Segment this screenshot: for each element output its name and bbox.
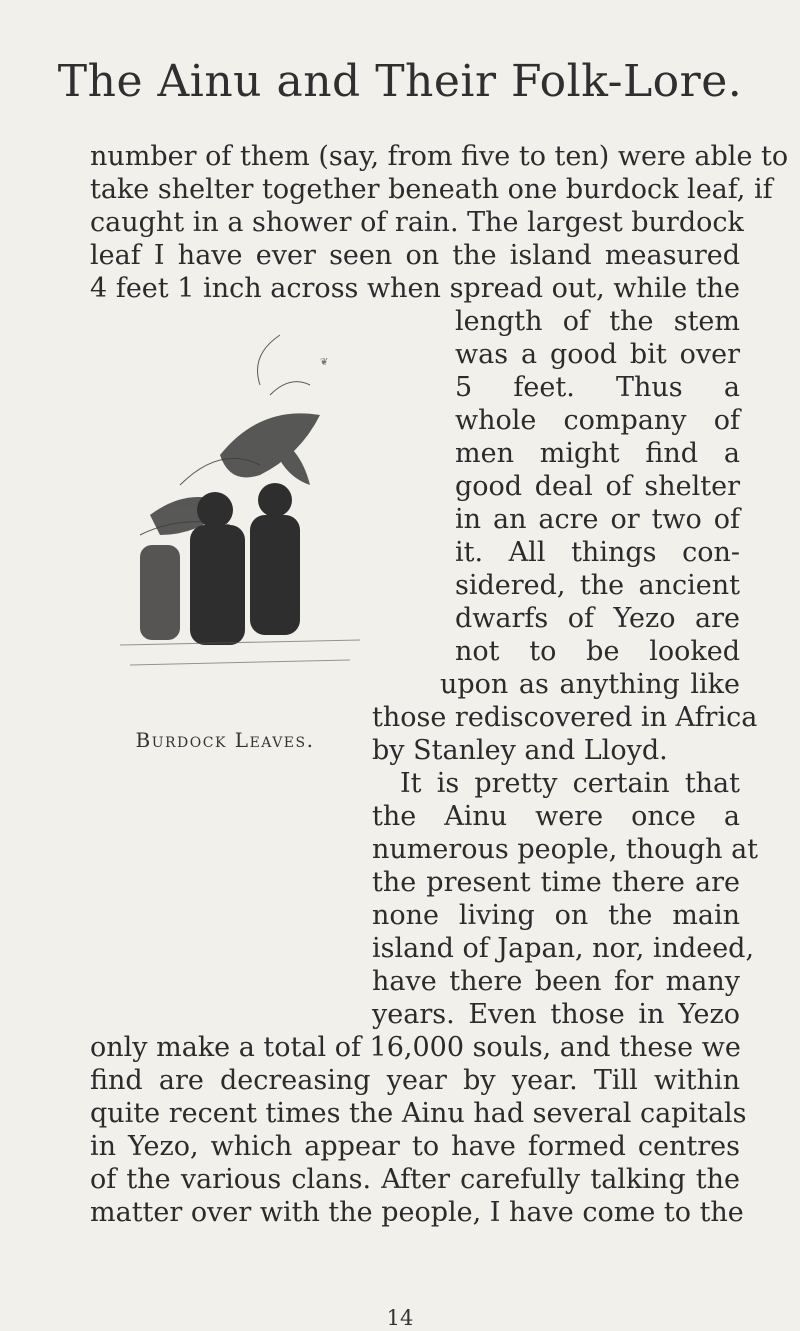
text-line: take shelter together beneath one burdock leaf, if	[90, 174, 773, 205]
text-line: It is pretty certain that	[400, 768, 740, 799]
text-line: number of them (say, from five to ten) were able to	[90, 141, 789, 172]
text-line: in Yezo, which appear to have formed centres	[90, 1131, 740, 1162]
text-line: caught in a shower of rain. The largest burdock	[90, 207, 744, 238]
text-line: 4 feet 1 inch across when spread out, while the	[90, 273, 740, 304]
running-header: The Ainu and Their Folk-Lore.	[57, 56, 743, 107]
text-line: in an acre or two of	[455, 504, 740, 535]
text-line: numerous people, though at	[372, 834, 759, 865]
text-line: those rediscovered in Africa	[372, 702, 758, 733]
text-line: good deal of shelter	[455, 471, 740, 502]
text-line: matter over with the people, I have come to the	[90, 1197, 744, 1228]
text-line: length of the stem	[455, 306, 740, 337]
text-line: only make a total of 16,000 souls, and these we	[90, 1032, 741, 1063]
text-line: the present time there are	[372, 867, 740, 898]
figure-caption: Burdock Leaves.	[135, 728, 315, 752]
text-line: it. All things con-	[455, 537, 740, 568]
text-line: upon as anything like	[440, 669, 740, 700]
text-line: by Stanley and Lloyd.	[372, 735, 668, 766]
text-line: whole company of	[455, 405, 740, 436]
text-line: quite recent times the Ainu had several capitals	[90, 1098, 747, 1129]
text-line: 5 feet. Thus a	[455, 372, 740, 403]
text-line: find are decreasing year by year. Till within	[90, 1065, 740, 1096]
text-line: island of Japan, nor, indeed,	[372, 933, 755, 964]
text-line: sidered, the ancient	[455, 570, 740, 601]
text-line: not to be looked	[455, 636, 740, 667]
text-line: have there been for many	[372, 966, 740, 997]
svg-text:❦: ❦	[320, 357, 329, 368]
text-line: leaf I have ever seen on the island measured	[90, 240, 740, 271]
text-line: dwarfs of Yezo are	[455, 603, 740, 634]
burdock-leaves-illustration	[120, 305, 360, 690]
text-line: none living on the main	[372, 900, 740, 931]
text-line: the Ainu were once a	[372, 801, 740, 832]
text-line: of the various clans. After carefully talking the	[90, 1164, 740, 1195]
text-line: years. Even those in Yezo	[372, 999, 740, 1030]
page-number: 14	[386, 1306, 414, 1330]
text-line: was a good bit over	[455, 339, 740, 370]
text-line: men might find a	[455, 438, 740, 469]
